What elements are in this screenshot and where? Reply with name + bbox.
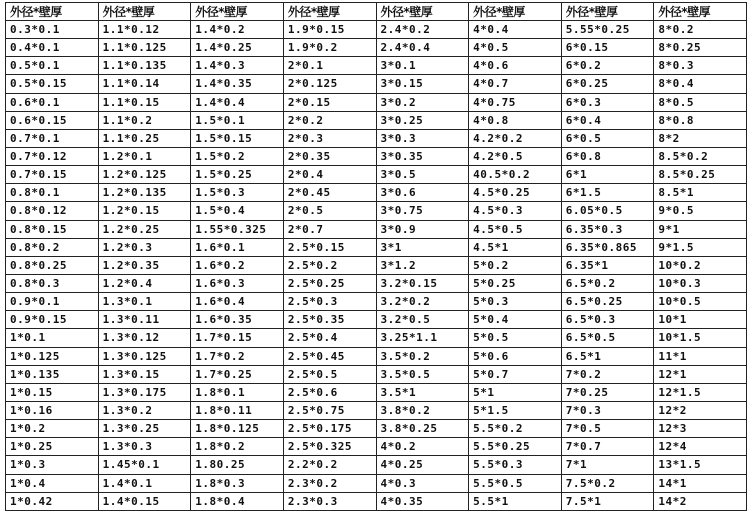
table-cell: 0.4*0.1	[6, 39, 99, 57]
table-cell: 6.5*1	[561, 347, 654, 365]
table-cell: 0.8*0.1	[6, 184, 99, 202]
table-cell: 5*0.5	[469, 329, 562, 347]
column-header: 外径*壁厚	[561, 3, 654, 21]
table-cell: 2*0.45	[283, 184, 376, 202]
table-cell: 0.8*0.25	[6, 256, 99, 274]
table-cell: 3*1.2	[376, 256, 469, 274]
table-cell: 2.5*0.2	[283, 256, 376, 274]
table-row	[6, 147, 747, 165]
table-cell: 0.5*0.1	[6, 57, 99, 75]
table-cell: 1.5*0.25	[191, 166, 284, 184]
table-cell: 5.5*0.2	[469, 420, 562, 438]
table-cell: 1*0.2	[6, 420, 99, 438]
table-cell: 4*0.3	[376, 474, 469, 492]
table-cell: 10*0.5	[654, 293, 747, 311]
header-row	[6, 3, 747, 21]
table-cell: 1.8*0.1	[191, 383, 284, 401]
table-cell: 2*0.15	[283, 93, 376, 111]
table-cell: 10*0.3	[654, 274, 747, 292]
table-cell: 11*1	[654, 347, 747, 365]
table-cell: 1.80.25	[191, 456, 284, 474]
table-cell: 3.5*0.5	[376, 365, 469, 383]
table-cell: 7.5*0.2	[561, 474, 654, 492]
table-cell: 6*1	[561, 166, 654, 184]
table-cell: 9*1.5	[654, 238, 747, 256]
table-cell: 6.35*0.3	[561, 220, 654, 238]
table-row	[6, 274, 747, 292]
table-row	[6, 21, 747, 39]
table-cell: 1.6*0.4	[191, 293, 284, 311]
table-cell: 0.8*0.12	[6, 202, 99, 220]
table-cell: 1.1*0.15	[98, 93, 191, 111]
table-cell: 3.5*1	[376, 383, 469, 401]
table-cell: 2.5*0.5	[283, 365, 376, 383]
table-cell: 7*1	[561, 456, 654, 474]
table-cell: 4*0.4	[469, 21, 562, 39]
table-cell: 2*0.35	[283, 147, 376, 165]
table-cell: 8*0.2	[654, 21, 747, 39]
table-cell: 1.4*0.1	[98, 474, 191, 492]
table-cell: 6*0.15	[561, 39, 654, 57]
table-cell: 4*0.35	[376, 492, 469, 510]
table-cell: 4.5*0.3	[469, 202, 562, 220]
table-cell: 0.5*0.15	[6, 75, 99, 93]
table-row	[6, 492, 747, 510]
table-cell: 2*0.1	[283, 57, 376, 75]
table-cell: 3*0.2	[376, 93, 469, 111]
table-cell: 12*2	[654, 401, 747, 419]
table-row	[6, 220, 747, 238]
table-cell: 4*0.8	[469, 111, 562, 129]
table-cell: 1.4*0.15	[98, 492, 191, 510]
table-cell: 1.7*0.2	[191, 347, 284, 365]
table-cell: 7*0.5	[561, 420, 654, 438]
table-cell: 40.5*0.2	[469, 166, 562, 184]
table-cell: 5.5*1	[469, 492, 562, 510]
table-cell: 4.2*0.5	[469, 147, 562, 165]
column-header: 外径*壁厚	[98, 3, 191, 21]
table-cell: 9*0.5	[654, 202, 747, 220]
table-cell: 0.9*0.1	[6, 293, 99, 311]
table-cell: 12*4	[654, 438, 747, 456]
table-cell: 7.5*1	[561, 492, 654, 510]
table-row	[6, 474, 747, 492]
table-cell: 6*1.5	[561, 184, 654, 202]
table-cell: 1.7*0.15	[191, 329, 284, 347]
table-cell: 1.7*0.25	[191, 365, 284, 383]
table-cell: 2.5*0.175	[283, 420, 376, 438]
table-cell: 3*1	[376, 238, 469, 256]
table-cell: 1.55*0.325	[191, 220, 284, 238]
table-cell: 2.3*0.2	[283, 474, 376, 492]
table-row	[6, 420, 747, 438]
table-cell: 4*0.25	[376, 456, 469, 474]
table-cell: 1.8*0.11	[191, 401, 284, 419]
table-cell: 5.5*0.3	[469, 456, 562, 474]
table-cell: 6*0.25	[561, 75, 654, 93]
column-header: 外径*壁厚	[6, 3, 99, 21]
table-cell: 1.2*0.3	[98, 238, 191, 256]
table-cell: 1.6*0.35	[191, 311, 284, 329]
table-cell: 8*0.4	[654, 75, 747, 93]
table-cell: 1.1*0.125	[98, 39, 191, 57]
table-cell: 0.7*0.1	[6, 129, 99, 147]
table-cell: 5*1	[469, 383, 562, 401]
table-row	[6, 365, 747, 383]
table-row	[6, 75, 747, 93]
table-row	[6, 57, 747, 75]
table-cell: 0.7*0.15	[6, 166, 99, 184]
table-cell: 3*0.1	[376, 57, 469, 75]
table-cell: 3.8*0.25	[376, 420, 469, 438]
column-header: 外径*壁厚	[376, 3, 469, 21]
table-row	[6, 401, 747, 419]
table-cell: 14*1	[654, 474, 747, 492]
table-cell: 1*0.25	[6, 438, 99, 456]
table-row	[6, 293, 747, 311]
table-cell: 3*0.25	[376, 111, 469, 129]
table-cell: 1.9*0.2	[283, 39, 376, 57]
table-cell: 3.5*0.2	[376, 347, 469, 365]
table-cell: 6.35*0.865	[561, 238, 654, 256]
table-cell: 8*0.25	[654, 39, 747, 57]
table-cell: 8.5*0.2	[654, 147, 747, 165]
table-cell: 0.7*0.12	[6, 147, 99, 165]
table-cell: 7*0.2	[561, 365, 654, 383]
table-cell: 3.2*0.15	[376, 274, 469, 292]
table-cell: 5.5*0.25	[469, 438, 562, 456]
table-cell: 6*0.4	[561, 111, 654, 129]
table-cell: 13*1.5	[654, 456, 747, 474]
table-cell: 5*0.25	[469, 274, 562, 292]
table-cell: 5.5*0.5	[469, 474, 562, 492]
table-cell: 12*1.5	[654, 383, 747, 401]
table-cell: 9*1	[654, 220, 747, 238]
table-cell: 1.5*0.2	[191, 147, 284, 165]
table-cell: 4.2*0.2	[469, 129, 562, 147]
table-cell: 1.2*0.15	[98, 202, 191, 220]
table-cell: 1*0.3	[6, 456, 99, 474]
table-cell: 1.4*0.35	[191, 75, 284, 93]
table-cell: 1.2*0.125	[98, 166, 191, 184]
table-cell: 1.3*0.3	[98, 438, 191, 456]
table-cell: 1.3*0.175	[98, 383, 191, 401]
table-cell: 7*0.7	[561, 438, 654, 456]
table-cell: 3.2*0.5	[376, 311, 469, 329]
table-cell: 5*0.2	[469, 256, 562, 274]
table-cell: 0.8*0.15	[6, 220, 99, 238]
table-cell: 1.1*0.14	[98, 75, 191, 93]
table-cell: 0.3*0.1	[6, 21, 99, 39]
table-cell: 1.4*0.3	[191, 57, 284, 75]
table-cell: 3*0.5	[376, 166, 469, 184]
table-cell: 2*0.5	[283, 202, 376, 220]
table-cell: 12*1	[654, 365, 747, 383]
table-cell: 2*0.4	[283, 166, 376, 184]
table-cell: 5*0.4	[469, 311, 562, 329]
table-cell: 3.2*0.2	[376, 293, 469, 311]
table-cell: 2*0.2	[283, 111, 376, 129]
table-cell: 2.2*0.2	[283, 456, 376, 474]
table-cell: 6.5*0.5	[561, 329, 654, 347]
table-cell: 1.2*0.1	[98, 147, 191, 165]
column-header: 外径*壁厚	[654, 3, 747, 21]
table-cell: 2.5*0.325	[283, 438, 376, 456]
table-cell: 2*0.7	[283, 220, 376, 238]
table-cell: 3*0.9	[376, 220, 469, 238]
table-cell: 4*0.7	[469, 75, 562, 93]
table-cell: 2.5*0.6	[283, 383, 376, 401]
table-cell: 1.45*0.1	[98, 456, 191, 474]
table-cell: 1.8*0.3	[191, 474, 284, 492]
table-cell: 2.5*0.45	[283, 347, 376, 365]
table-cell: 1*0.4	[6, 474, 99, 492]
table-cell: 8*0.5	[654, 93, 747, 111]
table-cell: 6.5*0.2	[561, 274, 654, 292]
column-header: 外径*壁厚	[283, 3, 376, 21]
table-cell: 1.1*0.2	[98, 111, 191, 129]
table-cell: 2*0.125	[283, 75, 376, 93]
table-row	[6, 347, 747, 365]
table-row	[6, 111, 747, 129]
table-row	[6, 202, 747, 220]
table-cell: 5*0.3	[469, 293, 562, 311]
table-cell: 6*0.3	[561, 93, 654, 111]
table-cell: 1*0.1	[6, 329, 99, 347]
table-cell: 2*0.3	[283, 129, 376, 147]
table-cell: 1*0.125	[6, 347, 99, 365]
table-cell: 2.4*0.4	[376, 39, 469, 57]
table-cell: 3*0.3	[376, 129, 469, 147]
table-cell: 0.9*0.15	[6, 311, 99, 329]
table-cell: 8.5*0.25	[654, 166, 747, 184]
table-row	[6, 93, 747, 111]
table-cell: 10*0.2	[654, 256, 747, 274]
table-cell: 6*0.8	[561, 147, 654, 165]
table-cell: 8*0.3	[654, 57, 747, 75]
table-cell: 1.9*0.15	[283, 21, 376, 39]
table-cell: 14*2	[654, 492, 747, 510]
table-cell: 1.4*0.25	[191, 39, 284, 57]
table-cell: 4.5*0.25	[469, 184, 562, 202]
table-cell: 5*0.7	[469, 365, 562, 383]
table-cell: 1.5*0.1	[191, 111, 284, 129]
table-cell: 1.2*0.4	[98, 274, 191, 292]
spec-table	[5, 2, 747, 511]
table-cell: 6.35*1	[561, 256, 654, 274]
table-cell: 8*0.8	[654, 111, 747, 129]
table-cell: 1.3*0.125	[98, 347, 191, 365]
table-cell: 10*1.5	[654, 329, 747, 347]
table-row	[6, 383, 747, 401]
table-cell: 2.3*0.3	[283, 492, 376, 510]
table-cell: 6.05*0.5	[561, 202, 654, 220]
table-cell: 1.5*0.4	[191, 202, 284, 220]
table-cell: 4.5*0.5	[469, 220, 562, 238]
table-cell: 1.8*0.125	[191, 420, 284, 438]
table-cell: 2.5*0.75	[283, 401, 376, 419]
table-cell: 1.1*0.12	[98, 21, 191, 39]
table-cell: 1*0.16	[6, 401, 99, 419]
table-cell: 7*0.3	[561, 401, 654, 419]
table-row	[6, 184, 747, 202]
table-cell: 4*0.75	[469, 93, 562, 111]
table-cell: 0.6*0.15	[6, 111, 99, 129]
column-header: 外径*壁厚	[191, 3, 284, 21]
table-cell: 1.8*0.2	[191, 438, 284, 456]
column-header: 外径*壁厚	[469, 3, 562, 21]
table-cell: 2.5*0.15	[283, 238, 376, 256]
table-cell: 8.5*1	[654, 184, 747, 202]
table-cell: 2.5*0.4	[283, 329, 376, 347]
table-cell: 3*0.75	[376, 202, 469, 220]
table-row	[6, 166, 747, 184]
table-cell: 12*3	[654, 420, 747, 438]
table-cell: 6*0.2	[561, 57, 654, 75]
table-cell: 3.8*0.2	[376, 401, 469, 419]
table-cell: 1*0.42	[6, 492, 99, 510]
table-cell: 1.5*0.15	[191, 129, 284, 147]
table-cell: 1.4*0.2	[191, 21, 284, 39]
table-cell: 1*0.15	[6, 383, 99, 401]
table-cell: 7*0.25	[561, 383, 654, 401]
table-cell: 1.6*0.3	[191, 274, 284, 292]
table-cell: 1.3*0.11	[98, 311, 191, 329]
table-row	[6, 129, 747, 147]
table-cell: 2.5*0.35	[283, 311, 376, 329]
table-cell: 1.8*0.4	[191, 492, 284, 510]
table-cell: 4*0.5	[469, 39, 562, 57]
table-cell: 0.6*0.1	[6, 93, 99, 111]
table-cell: 4*0.2	[376, 438, 469, 456]
table-cell: 5*1.5	[469, 401, 562, 419]
table-row	[6, 39, 747, 57]
table-cell: 5.55*0.25	[561, 21, 654, 39]
table-cell: 1.1*0.135	[98, 57, 191, 75]
table-body	[6, 21, 747, 511]
table-cell: 1.3*0.1	[98, 293, 191, 311]
table-cell: 1.6*0.1	[191, 238, 284, 256]
table-cell: 3*0.15	[376, 75, 469, 93]
table-row	[6, 238, 747, 256]
table-row	[6, 438, 747, 456]
table-cell: 1.2*0.25	[98, 220, 191, 238]
table-cell: 1.3*0.15	[98, 365, 191, 383]
table-cell: 1.3*0.25	[98, 420, 191, 438]
table-cell: 6.5*0.25	[561, 293, 654, 311]
table-cell: 1.3*0.12	[98, 329, 191, 347]
table-row	[6, 456, 747, 474]
table-cell: 1.1*0.25	[98, 129, 191, 147]
table-cell: 2.4*0.2	[376, 21, 469, 39]
table-cell: 1.5*0.3	[191, 184, 284, 202]
table-cell: 4*0.6	[469, 57, 562, 75]
table-cell: 3.25*1.1	[376, 329, 469, 347]
table-row	[6, 256, 747, 274]
table-cell: 5*0.6	[469, 347, 562, 365]
table-cell: 6.5*0.3	[561, 311, 654, 329]
table-cell: 0.8*0.3	[6, 274, 99, 292]
table-cell: 10*1	[654, 311, 747, 329]
table-cell: 1.3*0.2	[98, 401, 191, 419]
table-cell: 1.4*0.4	[191, 93, 284, 111]
table-cell: 3*0.35	[376, 147, 469, 165]
table-cell: 0.8*0.2	[6, 238, 99, 256]
table-cell: 4.5*1	[469, 238, 562, 256]
table-cell: 1.6*0.2	[191, 256, 284, 274]
table-cell: 8*2	[654, 129, 747, 147]
table-cell: 2.5*0.3	[283, 293, 376, 311]
table-cell: 1*0.135	[6, 365, 99, 383]
table-row	[6, 329, 747, 347]
table-row	[6, 311, 747, 329]
table-cell: 1.2*0.135	[98, 184, 191, 202]
table-cell: 1.2*0.35	[98, 256, 191, 274]
table-cell: 3*0.6	[376, 184, 469, 202]
table-cell: 6*0.5	[561, 129, 654, 147]
table-cell: 2.5*0.25	[283, 274, 376, 292]
